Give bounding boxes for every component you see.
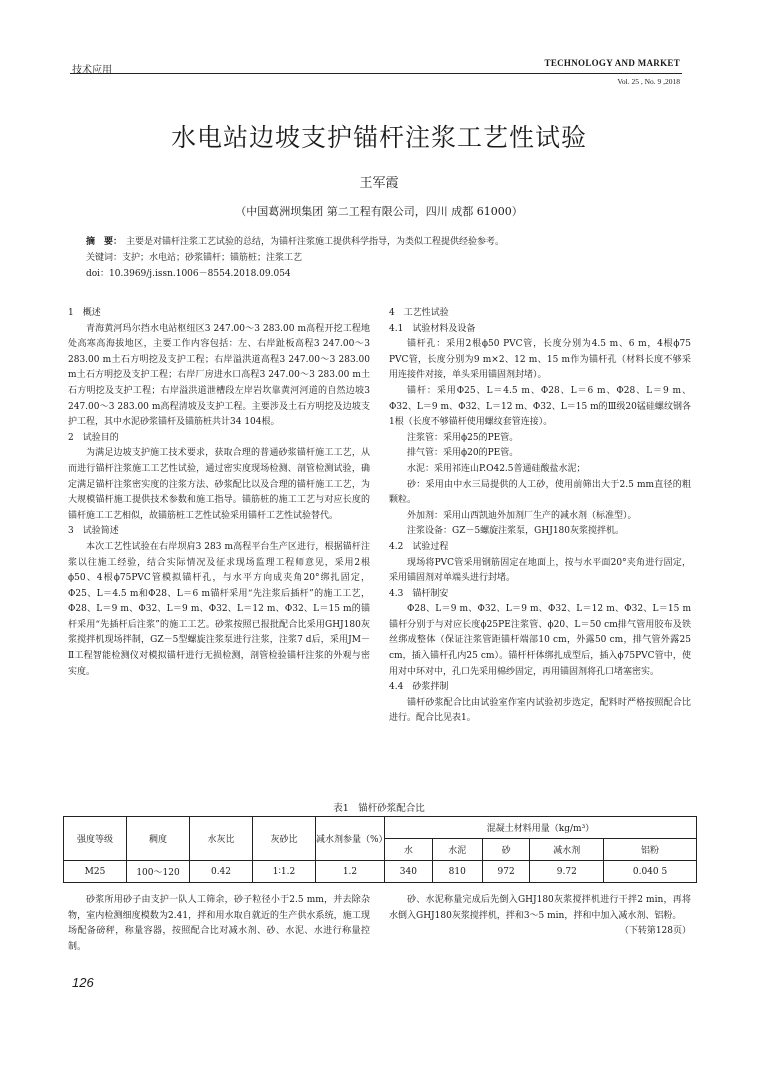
journal-name: TECHNOLOGY AND MARKET: [544, 58, 680, 68]
table-cell: 0.42: [190, 861, 253, 883]
col1-paragraph: 为满足边坡支护施工技术要求，获取合理的普通砂浆锚杆施工工艺，从而进行锚杆注浆施工工艺性试验，通过密实度现场检测、剖管检测试验，确定满足锚杆注浆密实度的注浆方法、砂浆配比以及合理的锚杆施工工艺，为大规模锚杆施工提供技术参数和施工指导。锚筋桩的施工工艺与对应长度的锚杆施工工艺相似，故锚筋桩工艺性试验采用锚杆工艺性试验替代。: [68, 448, 370, 521]
col2-heading: 4.1 试验材料及设备: [389, 323, 476, 334]
bottom-column-left: [68, 893, 370, 955]
col1-heading: 2 试验目的: [68, 432, 119, 443]
header-rule: [70, 73, 682, 74]
table-caption: 表1 锚杆砂浆配合比: [333, 803, 425, 814]
keywords-text: 支护；水电站；砂浆锚杆；锚筋桩；注浆工艺: [122, 253, 303, 263]
col1-heading: 3 试验简述: [68, 526, 119, 537]
header-material: 水泥: [432, 839, 482, 861]
header-material: 减水剂: [530, 839, 604, 861]
col2-paragraph: 现场将PVC管采用钢筋固定在地面上，按与水平面20°夹角进行固定，采用锚固剂对单端头进行封堵。: [389, 557, 691, 584]
bottom-column-right: [389, 893, 691, 940]
header-sc: 灰砂比: [253, 817, 316, 861]
col2-paragraph: 锚杆孔：采用2根ϕ50 PVC管，长度分别为4.5 m、6 m，4根ϕ75 PVC管，长度分别为9 m×2、12 m、15 m作为锚杆孔（材料长度不够采用连接件对接，单头采用锚固剂封堵）。: [389, 339, 691, 381]
abstract: [86, 235, 678, 250]
header-grade: 强度等级: [64, 817, 127, 861]
table-cell: 972: [482, 861, 530, 883]
col2-paragraph: Φ28、L＝9 m、Φ32、L＝9 m、Φ32、L＝12 m、Φ32、L＝15 m锚杆分别于与对应长度ϕ25PE注浆管、ϕ20、L＝50 cm排气管用胶布及铁丝绑成整体（保证注浆管距锚杆端部10 cm，外露50 cm，排气管外露25 cm，插入锚杆孔内25 cm）。锚杆杆体绑扎成型后，插入ϕ75PVC管中，使用对中环对中，孔口先采用棉纱固定，再用锚固剂将孔口堵塞密实。: [389, 604, 691, 677]
bottom-left-paragraph: 砂浆所用砂子由支护一队人工筛余，砂子粒径小于2.5 mm，并去除杂物，室内检测细度模数为2.41，拌和用水取自就近的生产供水系统，施工现场配备磅秤，称量容器，按照配合比对减水剂、砂、水泥、水进行称量控制。: [68, 895, 370, 952]
col2-heading: 4.4 砂浆拌制: [389, 682, 449, 693]
section-label: 技术应用: [72, 65, 112, 76]
keywords-label: 关键词：: [86, 253, 123, 263]
header-materials-group: 混凝土材料用量（kg/m³）: [385, 817, 697, 839]
table-cell: 1.2: [316, 861, 385, 883]
col2-paragraph: 锚杆砂浆配合比由试验室作室内试验初步选定，配料时严格按照配合比进行。配合比见表1。: [389, 697, 691, 724]
col2-paragraph: 注浆管：采用ϕ25的PE管。: [407, 432, 519, 443]
col2-heading: 4 工艺性试验: [389, 308, 449, 318]
header-material: 砂: [482, 839, 530, 861]
volume-info: Vol. 25 , No. 9 ,2018: [617, 77, 680, 86]
table-cell: 1∶1.2: [253, 861, 316, 883]
col2-paragraph: 排气管：采用ϕ20的PE管。: [407, 448, 519, 459]
author: 王军霞: [359, 176, 399, 191]
col2-heading: 4.3 锚杆制安: [389, 588, 449, 599]
doi: doi：10.3969/j.issn.1006－8554.2018.09.054: [86, 269, 291, 279]
col2-paragraph: 锚杆：采用Φ25、L＝4.5 m、Φ28、L＝6 m、Φ28、L＝9 m、Φ32、L＝9 m、Φ32、L＝12 m、Φ32、L＝15 m的Ⅲ级20锰硅螺纹钢各1根（长度不够锚杆使用螺纹套管连接）。: [389, 385, 691, 428]
table-cell: 9.72: [530, 861, 604, 883]
abstract-label: 摘 要：: [86, 237, 123, 247]
header-material: 铝粉: [604, 839, 697, 861]
col2-paragraph: 砂：采用由中水三局提供的人工砂，使用前筛出大于2.5 mm直径的粗颗粒。: [389, 479, 691, 506]
abstract-text: 主要是对锚杆注浆工艺试验的总结，为锚杆注浆施工提供科学指导，为类似工程提供经验参考。: [126, 237, 505, 247]
col2-paragraph: 注浆设备：GZ－5螺旋注浆泵，GHJ180灰浆搅拌机。: [407, 526, 624, 537]
table-cell: M25: [64, 861, 127, 883]
affiliation: （中国葛洲坝集团 第二工程有限公司，四川 成都 61000）: [235, 205, 523, 218]
continued-note: （下转第128页）: [619, 926, 691, 937]
header-slump: 稠度: [127, 817, 190, 861]
header-wc: 水灰比: [190, 817, 253, 861]
col1-paragraph: 青海黄河玛尔挡水电站枢纽区3 247.00～3 283.00 m高程开挖工程地处高寒高海拔地区，主要工作内容包括：左、右岸趾板高程3 247.00～3 283.00 m土石方明挖及支护工程；右岸溢洪道高程3 247.00～3 283.00 m土石方明挖及支护工程；右岸厂房进水口高程3 247.00～3 283.00 m土石方明挖及支护工程；右岸溢洪道泄槽段左岸岩坎靠黄河河道的自然边坡3 247.00～3 283.00 m高程清坡及支护工程。主要涉及土石方明挖及边坡支护工程，其中水泥砂浆锚杆及锚筋桩共计34 104根。: [68, 323, 370, 428]
col2-heading: 4.2 试验过程: [389, 541, 449, 552]
table-cell: 100～120: [127, 861, 190, 883]
article-title: 水电站边坡支护锚杆注浆工艺性试验: [170, 123, 587, 152]
col1-paragraph: 本次工艺性试验在右岸坝肩3 283 m高程平台生产区进行，根据锚杆注浆以往施工经验，结合实际情况及征求现场监理工程师意见，采用2根ϕ50、4根ϕ75PVC管模拟锚杆孔，与水平方向成夹角20°绑扎固定，Φ25、L＝4.5 m和Φ28、L＝6 m锚杆采用“先注浆后插杆”的施工工艺，Φ28、L＝9 m、Φ32、L＝9 m、Φ32、L＝12 m、Φ32、L＝15 m的锚杆采用“先插杆后注浆”的施工工艺。砂浆按照已报批配合比采用GHJ180灰浆搅拌机现场拌制，GZ－5型螺旋注浆泵进行注浆，注浆7 d后，采用JM－Ⅱ工程智能检测仪对模拟锚杆进行无损检测，剖管检验锚杆注浆的外观与密实度。: [68, 541, 370, 677]
col2-paragraph: 外加剂：采用山西凯迪外加剂厂生产的减水剂（标准型）。: [407, 510, 637, 521]
body-column-left: [68, 306, 370, 680]
body-column-right: [389, 306, 691, 727]
header-material: 水: [385, 839, 433, 861]
col1-heading: 1 概述: [68, 308, 101, 318]
header-reducer: 减水剂参量（%）: [316, 817, 385, 861]
mix-ratio-table: [63, 816, 697, 883]
table-cell: 810: [432, 861, 482, 883]
col2-paragraph: 水泥：采用祁连山P.O42.5普通硅酸盐水泥；: [407, 463, 586, 474]
table-cell: 0.040 5: [604, 861, 697, 883]
table-cell: 340: [385, 861, 433, 883]
page-number: 126: [72, 975, 94, 990]
bottom-right-paragraph: 砂、水泥称量完成后先倒入GHJ180灰浆搅拌机进行干拌2 min，再将水倒入GHJ180灰浆搅拌机，拌和3～5 min，拌和中加入减水剂、铝粉。: [389, 895, 691, 921]
keywords: [86, 251, 678, 266]
